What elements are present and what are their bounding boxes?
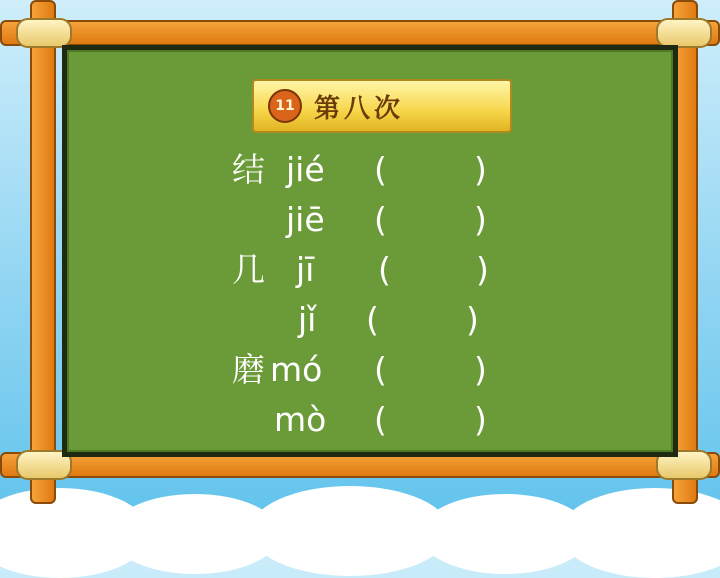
frame-knot [16,18,72,48]
row-pinyin: jī [296,250,315,289]
answer-close-paren[interactable]: ) [476,250,489,289]
lesson-badge [252,79,512,133]
answer-open-paren[interactable]: ( [374,200,387,239]
frame-knot [656,18,712,48]
answer-close-paren[interactable]: ) [474,400,487,439]
row-character: 结 [232,150,265,189]
row-pinyin: jié [286,150,325,189]
row-character: 磨 [232,350,265,389]
answer-open-paren[interactable]: ( [378,250,391,289]
answer-open-paren[interactable]: ( [366,300,379,339]
row-character: 几 [232,250,265,289]
row-pinyin: mó [270,350,323,389]
row-pinyin: mò [274,400,327,439]
answer-close-paren[interactable]: ) [474,350,487,389]
row-pinyin: jǐ [298,300,317,339]
lesson-number: 11 [268,89,302,123]
answer-open-paren[interactable]: ( [374,400,387,439]
answer-open-paren[interactable]: ( [374,350,387,389]
row-pinyin: jiē [286,200,325,239]
answer-close-paren[interactable]: ) [474,150,487,189]
lesson-title: 第八次 [314,93,405,124]
answer-close-paren[interactable]: ) [474,200,487,239]
answer-close-paren[interactable]: ) [466,300,479,339]
answer-open-paren[interactable]: ( [374,150,387,189]
